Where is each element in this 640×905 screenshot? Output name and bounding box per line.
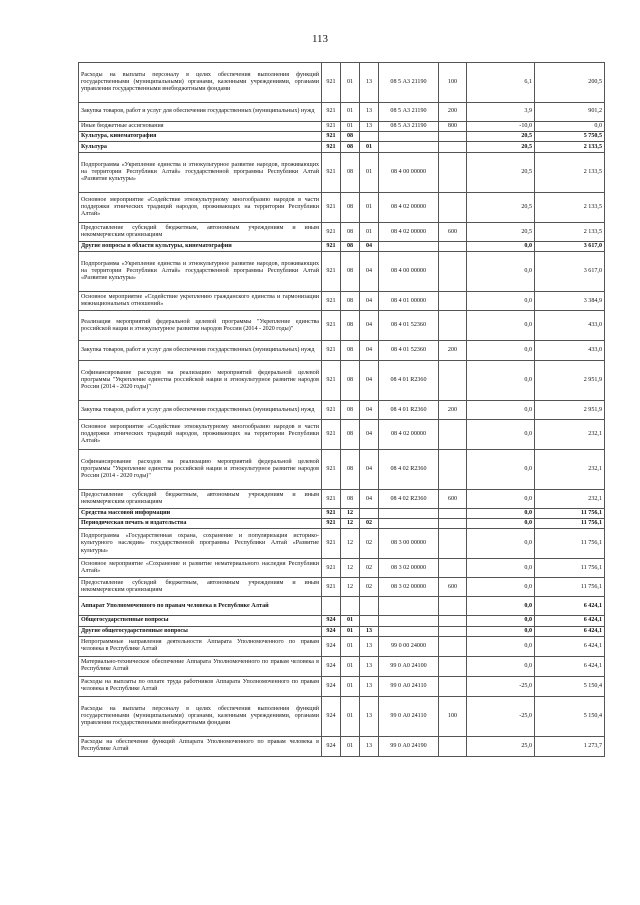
expense-type-cell bbox=[439, 597, 467, 616]
subsection-code-cell: 04 bbox=[360, 292, 379, 311]
expense-name-cell: Подпрограмма «Укрепление единства и этнокультурное развитие народов, проживающих на территории Республики Алтай» государственной программы Республики Алтай «Развитие культуры» bbox=[79, 153, 322, 193]
expense-type-cell: 200 bbox=[439, 401, 467, 420]
expense-type-cell bbox=[439, 636, 467, 656]
subsection-code-cell: 02 bbox=[360, 559, 379, 578]
target-article-cell bbox=[379, 597, 439, 616]
section-code-cell: 08 bbox=[341, 142, 360, 153]
admin-code-cell: 924 bbox=[322, 636, 341, 656]
admin-code-cell: 921 bbox=[322, 361, 341, 401]
target-article-cell bbox=[379, 626, 439, 636]
target-article-cell: 08 3 00 00000 bbox=[379, 529, 439, 559]
table-row bbox=[79, 63, 605, 103]
amount-total-cell: 1 273,7 bbox=[535, 736, 605, 756]
amount-change-cell: 0,0 bbox=[467, 311, 535, 341]
subsection-code-cell: 13 bbox=[360, 63, 379, 103]
budget-table bbox=[78, 62, 605, 757]
target-article-cell: 08 4 02 00000 bbox=[379, 193, 439, 223]
amount-change-cell: 0,0 bbox=[467, 559, 535, 578]
amount-total-cell: 5 150,4 bbox=[535, 676, 605, 696]
expense-type-cell bbox=[439, 252, 467, 292]
amount-change-cell: 0,0 bbox=[467, 529, 535, 559]
admin-code-cell: 924 bbox=[322, 736, 341, 756]
expense-name-cell: Общегосударственные вопросы bbox=[79, 616, 322, 626]
expense-name-cell: Культура, кинематография bbox=[79, 132, 322, 142]
section-code-cell: 08 bbox=[341, 361, 360, 401]
expense-name-cell: Другие общегосударственные вопросы bbox=[79, 626, 322, 636]
section-code-cell: 08 bbox=[341, 292, 360, 311]
subsection-code-cell: 01 bbox=[360, 142, 379, 153]
expense-name-cell: Периодическая печать и издательства bbox=[79, 519, 322, 529]
admin-code-cell: 921 bbox=[322, 142, 341, 153]
target-article-cell: 08 4 01 00000 bbox=[379, 292, 439, 311]
admin-code-cell: 921 bbox=[322, 519, 341, 529]
expense-name-cell: Непрограммные направления деятельности Аппарата Уполномоченного по правам человека в Республике Алтай bbox=[79, 636, 322, 656]
table-row bbox=[79, 656, 605, 676]
amount-change-cell: 0,0 bbox=[467, 519, 535, 529]
amount-total-cell: 2 951,9 bbox=[535, 401, 605, 420]
target-article-cell: 08 4 01 52360 bbox=[379, 341, 439, 361]
amount-total-cell: 2 133,5 bbox=[535, 142, 605, 153]
amount-total-cell: 6 424,1 bbox=[535, 597, 605, 616]
table-row bbox=[79, 311, 605, 341]
admin-code-cell: 924 bbox=[322, 616, 341, 626]
target-article-cell bbox=[379, 519, 439, 529]
section-code-cell: 01 bbox=[341, 63, 360, 103]
target-article-cell: 08 4 02 R2360 bbox=[379, 490, 439, 509]
expense-type-cell bbox=[439, 450, 467, 490]
expense-name-cell: Расходы на обеспечение функций Аппарата Уполномоченного по правам человека в Республике Алтай bbox=[79, 736, 322, 756]
target-article-cell: 08 4 00 00000 bbox=[379, 252, 439, 292]
admin-code-cell: 921 bbox=[322, 122, 341, 132]
expense-name-cell: Подпрограмма «Государственная охрана, сохранение и популяризация историко-культурного наследия» государственной программы Республики Алтай «Развитие культуры» bbox=[79, 529, 322, 559]
section-code-cell: 08 bbox=[341, 153, 360, 193]
amount-change-cell: 20,5 bbox=[467, 153, 535, 193]
section-code-cell: 08 bbox=[341, 341, 360, 361]
amount-change-cell: 0,0 bbox=[467, 450, 535, 490]
expense-type-cell bbox=[439, 656, 467, 676]
target-article-cell bbox=[379, 509, 439, 519]
subsection-code-cell bbox=[360, 509, 379, 519]
target-article-cell: 08 5 А3 21190 bbox=[379, 63, 439, 103]
table-row bbox=[79, 223, 605, 242]
expense-name-cell: Подпрограмма «Укрепление единства и этнокультурное развитие народов, проживающих на территории Республики Алтай» государственной программы Республики Алтай «Развитие культуры» bbox=[79, 252, 322, 292]
table-row bbox=[79, 103, 605, 122]
amount-change-cell: -25,0 bbox=[467, 676, 535, 696]
expense-type-cell bbox=[439, 519, 467, 529]
expense-name-cell: Основное мероприятие «Содействие укреплению гражданского единства и гармонизации межнациональных отношений» bbox=[79, 292, 322, 311]
expense-type-cell bbox=[439, 132, 467, 142]
table-row bbox=[79, 736, 605, 756]
expense-name-cell: Закупка товаров, работ и услуг для обеспечения государственных (муниципальных) нужд bbox=[79, 341, 322, 361]
subsection-code-cell: 04 bbox=[360, 420, 379, 450]
table-row bbox=[79, 420, 605, 450]
amount-total-cell: 2 133,5 bbox=[535, 223, 605, 242]
target-article-cell bbox=[379, 242, 439, 252]
expense-name-cell: Основное мероприятие «Содействие этнокультурному многообразию народов в части поддержки этнических традиций народов, проживающих на территории Республики Алтай» bbox=[79, 193, 322, 223]
expense-type-cell bbox=[439, 736, 467, 756]
table-row bbox=[79, 450, 605, 490]
amount-total-cell: 433,0 bbox=[535, 311, 605, 341]
section-code-cell: 08 bbox=[341, 420, 360, 450]
expense-type-cell: 600 bbox=[439, 490, 467, 509]
table-row bbox=[79, 509, 605, 519]
target-article-cell: 08 3 02 00000 bbox=[379, 559, 439, 578]
amount-change-cell: 20,5 bbox=[467, 193, 535, 223]
subsection-code-cell: 04 bbox=[360, 311, 379, 341]
expense-type-cell: 600 bbox=[439, 578, 467, 597]
target-article-cell: 99 0 А0 24110 bbox=[379, 676, 439, 696]
subsection-code-cell: 13 bbox=[360, 656, 379, 676]
admin-code-cell: 921 bbox=[322, 578, 341, 597]
expense-name-cell: Основное мероприятие «Содействие этнокультурному многообразию народов в части поддержки этнических традиций народов, проживающих на территории Республики Алтай» bbox=[79, 420, 322, 450]
expense-name-cell: Материально-техническое обеспечение Аппарата Уполномоченного по правам человека в Республике Алтай bbox=[79, 656, 322, 676]
admin-code-cell: 921 bbox=[322, 63, 341, 103]
expense-type-cell bbox=[439, 676, 467, 696]
admin-code-cell: 921 bbox=[322, 252, 341, 292]
expense-type-cell bbox=[439, 626, 467, 636]
amount-total-cell: 232,1 bbox=[535, 420, 605, 450]
section-code-cell: 01 bbox=[341, 736, 360, 756]
subsection-code-cell: 13 bbox=[360, 626, 379, 636]
expense-type-cell bbox=[439, 193, 467, 223]
subsection-code-cell: 13 bbox=[360, 122, 379, 132]
subsection-code-cell: 04 bbox=[360, 361, 379, 401]
expense-type-cell: 200 bbox=[439, 103, 467, 122]
admin-code-cell: 921 bbox=[322, 292, 341, 311]
admin-code-cell: 921 bbox=[322, 509, 341, 519]
target-article-cell: 08 4 01 52360 bbox=[379, 311, 439, 341]
table-row bbox=[79, 153, 605, 193]
amount-change-cell: 0,0 bbox=[467, 636, 535, 656]
amount-total-cell: 2 133,5 bbox=[535, 153, 605, 193]
subsection-code-cell bbox=[360, 132, 379, 142]
amount-total-cell: 232,1 bbox=[535, 490, 605, 509]
subsection-code-cell: 13 bbox=[360, 696, 379, 736]
expense-type-cell bbox=[439, 142, 467, 153]
section-code-cell: 08 bbox=[341, 490, 360, 509]
amount-total-cell: 3 617,0 bbox=[535, 242, 605, 252]
subsection-code-cell: 04 bbox=[360, 450, 379, 490]
table-row bbox=[79, 401, 605, 420]
amount-total-cell: 5 150,4 bbox=[535, 696, 605, 736]
expense-type-cell bbox=[439, 292, 467, 311]
table-row bbox=[79, 193, 605, 223]
expense-name-cell: Реализация мероприятий федеральной целевой программы "Укрепление единства российской нации и этнокультурное развитие народов России (2014 - 2020 годы)" bbox=[79, 311, 322, 341]
amount-total-cell: 11 756,1 bbox=[535, 559, 605, 578]
amount-change-cell: 6,1 bbox=[467, 63, 535, 103]
target-article-cell: 08 3 02 00000 bbox=[379, 578, 439, 597]
admin-code-cell: 921 bbox=[322, 490, 341, 509]
subsection-code-cell: 04 bbox=[360, 341, 379, 361]
admin-code-cell: 921 bbox=[322, 242, 341, 252]
subsection-code-cell: 01 bbox=[360, 153, 379, 193]
target-article-cell: 99 0 А0 24110 bbox=[379, 696, 439, 736]
expense-name-cell: Закупка товаров, работ и услуг для обеспечения государственных (муниципальных) нужд bbox=[79, 401, 322, 420]
amount-change-cell: 0,0 bbox=[467, 509, 535, 519]
table-row bbox=[79, 597, 605, 616]
table-row bbox=[79, 529, 605, 559]
subsection-code-cell: 04 bbox=[360, 242, 379, 252]
table-row bbox=[79, 122, 605, 132]
admin-code-cell: 921 bbox=[322, 132, 341, 142]
amount-total-cell: 6 424,1 bbox=[535, 636, 605, 656]
amount-total-cell: 11 756,1 bbox=[535, 509, 605, 519]
target-article-cell: 08 4 02 00000 bbox=[379, 223, 439, 242]
subsection-code-cell: 02 bbox=[360, 529, 379, 559]
table-row bbox=[79, 341, 605, 361]
subsection-code-cell: 04 bbox=[360, 401, 379, 420]
expense-type-cell bbox=[439, 361, 467, 401]
subsection-code-cell: 02 bbox=[360, 578, 379, 597]
expense-type-cell bbox=[439, 153, 467, 193]
amount-change-cell: 0,0 bbox=[467, 578, 535, 597]
amount-change-cell: -10,0 bbox=[467, 122, 535, 132]
subsection-code-cell bbox=[360, 616, 379, 626]
subsection-code-cell: 13 bbox=[360, 736, 379, 756]
target-article-cell: 08 4 00 00000 bbox=[379, 153, 439, 193]
section-code-cell: 01 bbox=[341, 616, 360, 626]
amount-total-cell: 200,5 bbox=[535, 63, 605, 103]
amount-total-cell: 3 384,9 bbox=[535, 292, 605, 311]
amount-total-cell: 11 756,1 bbox=[535, 519, 605, 529]
expense-name-cell: Предоставление субсидий бюджетным, автономным учреждениям и иным некоммерческим организациям bbox=[79, 223, 322, 242]
amount-change-cell: 0,0 bbox=[467, 597, 535, 616]
section-code-cell: 08 bbox=[341, 252, 360, 292]
section-code-cell: 01 bbox=[341, 656, 360, 676]
target-article-cell: 99 0 А0 24190 bbox=[379, 736, 439, 756]
amount-change-cell: 0,0 bbox=[467, 656, 535, 676]
expense-name-cell: Расходы на выплаты по оплате труда работников Аппарата Уполномоченного по правам человека в Республике Алтай bbox=[79, 676, 322, 696]
expense-type-cell bbox=[439, 311, 467, 341]
table-row bbox=[79, 696, 605, 736]
amount-change-cell: 0,0 bbox=[467, 242, 535, 252]
amount-total-cell: 6 424,1 bbox=[535, 656, 605, 676]
amount-change-cell: 20,5 bbox=[467, 132, 535, 142]
expense-name-cell: Иные бюджетные ассигнования bbox=[79, 122, 322, 132]
expense-type-cell bbox=[439, 242, 467, 252]
expense-type-cell bbox=[439, 529, 467, 559]
amount-change-cell: 0,0 bbox=[467, 626, 535, 636]
admin-code-cell: 921 bbox=[322, 420, 341, 450]
section-code-cell: 01 bbox=[341, 122, 360, 132]
admin-code-cell: 921 bbox=[322, 341, 341, 361]
section-code-cell: 08 bbox=[341, 193, 360, 223]
table-row bbox=[79, 142, 605, 153]
target-article-cell: 08 4 02 00000 bbox=[379, 420, 439, 450]
subsection-code-cell: 04 bbox=[360, 252, 379, 292]
expense-name-cell: Предоставление субсидий бюджетным, автономным учреждениям и иным некоммерческим организациям bbox=[79, 578, 322, 597]
table-row bbox=[79, 559, 605, 578]
amount-total-cell: 901,2 bbox=[535, 103, 605, 122]
table-row bbox=[79, 616, 605, 626]
section-code-cell: 08 bbox=[341, 401, 360, 420]
expense-name-cell: Расходы на выплаты персоналу в целях обеспечения выполнения функций государственными (муниципальными) органами, казенными учреждениями, органами управления государственными внебюджетными фондами bbox=[79, 696, 322, 736]
section-code-cell: 12 bbox=[341, 529, 360, 559]
admin-code-cell: 924 bbox=[322, 676, 341, 696]
amount-change-cell: -25,0 bbox=[467, 696, 535, 736]
amount-change-cell: 0,0 bbox=[467, 252, 535, 292]
table-row bbox=[79, 132, 605, 142]
table-row bbox=[79, 578, 605, 597]
subsection-code-cell: 01 bbox=[360, 223, 379, 242]
amount-change-cell: 0,0 bbox=[467, 341, 535, 361]
table-row bbox=[79, 242, 605, 252]
subsection-code-cell: 02 bbox=[360, 519, 379, 529]
amount-change-cell: 0,0 bbox=[467, 490, 535, 509]
amount-total-cell: 5 750,5 bbox=[535, 132, 605, 142]
subsection-code-cell: 13 bbox=[360, 636, 379, 656]
table-row bbox=[79, 490, 605, 509]
expense-name-cell: Софинансирование расходов на реализацию мероприятий федеральной целевой программы "Укрепление единства российской нации и этнокультурное развитие народов России (2014 - 2020 годы)" bbox=[79, 361, 322, 401]
amount-total-cell: 11 756,1 bbox=[535, 529, 605, 559]
admin-code-cell bbox=[322, 597, 341, 616]
expense-name-cell: Основное мероприятие «Сохранение и развитие нематериального наследия Республики Алтай» bbox=[79, 559, 322, 578]
amount-total-cell: 2 133,5 bbox=[535, 193, 605, 223]
admin-code-cell: 921 bbox=[322, 103, 341, 122]
admin-code-cell: 921 bbox=[322, 153, 341, 193]
target-article-cell: 08 5 А3 21190 bbox=[379, 103, 439, 122]
target-article-cell: 99 0 00 24000 bbox=[379, 636, 439, 656]
section-code-cell: 01 bbox=[341, 696, 360, 736]
target-article-cell bbox=[379, 132, 439, 142]
expense-name-cell: Культура bbox=[79, 142, 322, 153]
section-code-cell: 01 bbox=[341, 103, 360, 122]
amount-change-cell: 0,0 bbox=[467, 401, 535, 420]
admin-code-cell: 921 bbox=[322, 401, 341, 420]
expense-type-cell bbox=[439, 616, 467, 626]
subsection-code-cell: 13 bbox=[360, 103, 379, 122]
admin-code-cell: 921 bbox=[322, 311, 341, 341]
expense-name-cell: Аппарат Уполномоченного по правам человека в Республике Алтай bbox=[79, 597, 322, 616]
table-row bbox=[79, 519, 605, 529]
admin-code-cell: 921 bbox=[322, 193, 341, 223]
expense-type-cell bbox=[439, 559, 467, 578]
section-code-cell: 08 bbox=[341, 242, 360, 252]
subsection-code-cell: 01 bbox=[360, 193, 379, 223]
admin-code-cell: 921 bbox=[322, 223, 341, 242]
target-article-cell bbox=[379, 142, 439, 153]
target-article-cell: 08 4 01 R2360 bbox=[379, 361, 439, 401]
section-code-cell: 01 bbox=[341, 626, 360, 636]
section-code-cell: 08 bbox=[341, 450, 360, 490]
admin-code-cell: 924 bbox=[322, 696, 341, 736]
expense-name-cell: Предоставление субсидий бюджетным, автономным учреждениям и иным некоммерческим организациям bbox=[79, 490, 322, 509]
target-article-cell: 99 0 А0 24100 bbox=[379, 656, 439, 676]
section-code-cell: 01 bbox=[341, 676, 360, 696]
amount-change-cell: 0,0 bbox=[467, 420, 535, 450]
amount-total-cell: 433,0 bbox=[535, 341, 605, 361]
amount-total-cell: 11 756,1 bbox=[535, 578, 605, 597]
target-article-cell: 08 4 02 R2360 bbox=[379, 450, 439, 490]
amount-change-cell: 0,0 bbox=[467, 616, 535, 626]
target-article-cell: 08 5 А3 21190 bbox=[379, 122, 439, 132]
expense-name-cell: Средства массовой информации bbox=[79, 509, 322, 519]
amount-change-cell: 0,0 bbox=[467, 292, 535, 311]
amount-change-cell: 25,0 bbox=[467, 736, 535, 756]
expense-type-cell: 800 bbox=[439, 122, 467, 132]
table-row bbox=[79, 636, 605, 656]
amount-total-cell: 6 424,1 bbox=[535, 626, 605, 636]
section-code-cell: 08 bbox=[341, 132, 360, 142]
section-code-cell: 08 bbox=[341, 311, 360, 341]
admin-code-cell: 921 bbox=[322, 450, 341, 490]
admin-code-cell: 921 bbox=[322, 559, 341, 578]
section-code-cell: 12 bbox=[341, 509, 360, 519]
expense-name-cell: Другие вопросы в области культуры, кинематографии bbox=[79, 242, 322, 252]
amount-total-cell: 2 951,9 bbox=[535, 361, 605, 401]
expense-type-cell bbox=[439, 509, 467, 519]
page-number: 113 bbox=[311, 33, 329, 45]
amount-total-cell: 232,1 bbox=[535, 450, 605, 490]
section-code-cell: 08 bbox=[341, 223, 360, 242]
section-code-cell: 01 bbox=[341, 636, 360, 656]
amount-change-cell: 3,9 bbox=[467, 103, 535, 122]
amount-change-cell: 0,0 bbox=[467, 361, 535, 401]
amount-total-cell: 0,0 bbox=[535, 122, 605, 132]
table-row bbox=[79, 361, 605, 401]
amount-change-cell: 20,5 bbox=[467, 223, 535, 242]
expense-type-cell: 100 bbox=[439, 63, 467, 103]
expense-name-cell: Софинансирование расходов на реализацию мероприятий федеральной целевой программы "Укрепление единства российской нации и этнокультурное развитие народов России (2014 - 2020 годы)" bbox=[79, 450, 322, 490]
amount-change-cell: 20,5 bbox=[467, 142, 535, 153]
section-code-cell: 12 bbox=[341, 559, 360, 578]
table-row bbox=[79, 252, 605, 292]
table-row bbox=[79, 292, 605, 311]
section-code-cell: 12 bbox=[341, 578, 360, 597]
table-row bbox=[79, 626, 605, 636]
admin-code-cell: 924 bbox=[322, 626, 341, 636]
expense-type-cell: 100 bbox=[439, 696, 467, 736]
expense-type-cell: 200 bbox=[439, 341, 467, 361]
table-row bbox=[79, 676, 605, 696]
section-code-cell bbox=[341, 597, 360, 616]
admin-code-cell: 921 bbox=[322, 529, 341, 559]
expense-name-cell: Закупка товаров, работ и услуг для обеспечения государственных (муниципальных) нужд bbox=[79, 103, 322, 122]
admin-code-cell: 924 bbox=[322, 656, 341, 676]
subsection-code-cell bbox=[360, 597, 379, 616]
subsection-code-cell: 04 bbox=[360, 490, 379, 509]
amount-total-cell: 3 617,0 bbox=[535, 252, 605, 292]
subsection-code-cell: 13 bbox=[360, 676, 379, 696]
target-article-cell bbox=[379, 616, 439, 626]
section-code-cell: 12 bbox=[341, 519, 360, 529]
amount-total-cell: 6 424,1 bbox=[535, 616, 605, 626]
expense-type-cell: 600 bbox=[439, 223, 467, 242]
expense-type-cell bbox=[439, 420, 467, 450]
target-article-cell: 08 4 01 R2360 bbox=[379, 401, 439, 420]
expense-name-cell: Расходы на выплаты персоналу в целях обеспечения выполнения функций государственными (муниципальными) органами, казенными учреждениями, органами управления государственными внебюджетными фондами bbox=[79, 63, 322, 103]
